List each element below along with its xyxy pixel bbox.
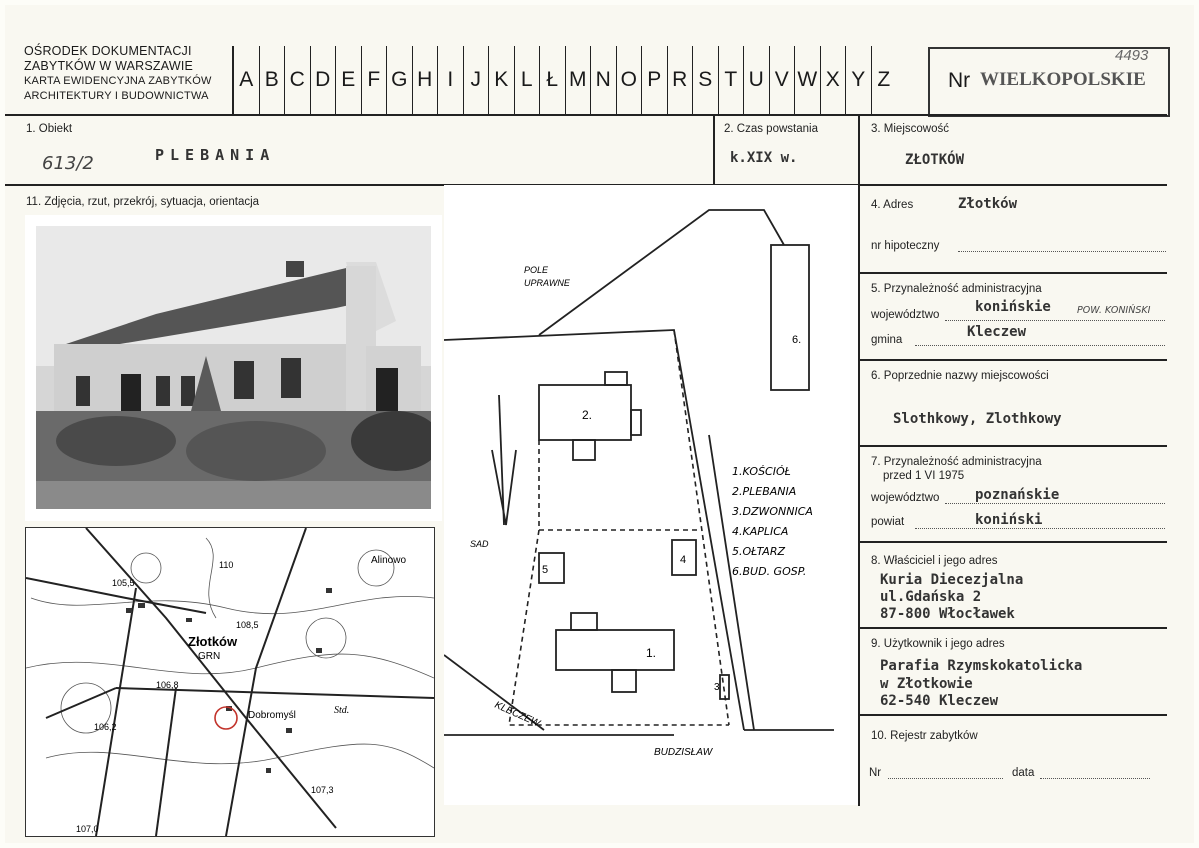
map-height: 105,5 — [112, 578, 135, 588]
hipoteczny-label: nr hipoteczny — [871, 240, 940, 252]
nr-box — [928, 47, 1170, 117]
uzytkownik-line-2: w Złotkowie — [880, 676, 973, 692]
index-letter: D — [310, 46, 336, 114]
hipoteczny-line — [958, 251, 1166, 252]
map-height: 106,2 — [94, 722, 117, 732]
woj-label: województwo — [871, 309, 940, 321]
index-letter: U — [743, 46, 769, 114]
index-letter: T — [718, 46, 744, 114]
map-town: Złotków — [188, 634, 238, 649]
index-letter: S — [692, 46, 718, 114]
divider — [858, 272, 1167, 274]
divider — [858, 627, 1167, 629]
gmina-value: Kleczew — [967, 324, 1027, 340]
photo-frame — [25, 215, 442, 521]
woj75-line — [945, 503, 1165, 504]
index-letter: Z — [871, 46, 897, 114]
map-alinowo: Alinowo — [371, 555, 407, 566]
legend-item: 3.DZWONNICA — [732, 505, 813, 518]
nr-label: Nr — [948, 69, 971, 92]
nr-number: 4493 — [1115, 47, 1149, 64]
powiat-line — [915, 528, 1165, 529]
zdjecia-label: 11. Zdjęcia, rzut, przekrój, sytuacja, orientacja — [26, 196, 260, 208]
przyn75-label: 7. Przynależność administracyjna — [871, 456, 1042, 468]
woj75-value: poznańskie — [975, 487, 1060, 503]
index-letter: V — [769, 46, 795, 114]
divider — [858, 114, 860, 806]
plan-uprawne: UPRAWNE — [524, 278, 570, 288]
index-letter: E — [335, 46, 361, 114]
legend-item: 4.KAPLICA — [732, 525, 789, 538]
woj-note: POW. KONIŃSKI — [1077, 305, 1151, 316]
plan-num-6: 6. — [792, 334, 802, 346]
legend-item: 6.BUD. GOSP. — [732, 565, 807, 578]
wlasciciel-label: 8. Właściciel i jego adres — [871, 555, 998, 567]
institution-header: OŚRODEK DOKUMENTACJI ZABYTKÓW W WARSZAWIE KARTA EWIDENCYJNA ZABYTKÓW ARCHITEKTURY I BUDOWNICTWA — [24, 44, 212, 102]
adres-label: 4. Adres — [871, 199, 914, 211]
divider — [713, 114, 715, 185]
przyn75-sublabel: przed 1 VI 1975 — [883, 470, 965, 482]
miejscowosc-label: 3. Miejscowość — [871, 123, 949, 135]
index-letter: M — [565, 46, 591, 114]
index-letter: J — [463, 46, 489, 114]
legend-item: 2.PLEBANIA — [732, 485, 797, 498]
gmina-line — [915, 345, 1165, 346]
site-plan — [444, 185, 858, 805]
map-height: 107,0 — [76, 824, 99, 834]
obiekt-label: 1. Obiekt — [26, 123, 73, 135]
index-letter: F — [361, 46, 387, 114]
obiekt-note: 613/2 — [42, 153, 94, 174]
plan-num-4: 4 — [680, 554, 687, 566]
map-std: Std. — [334, 705, 350, 716]
index-letter: B — [259, 46, 285, 114]
rejestr-nr-line — [888, 778, 1003, 779]
divider — [858, 359, 1167, 361]
map-height: 108,5 — [236, 620, 259, 630]
index-letter: K — [488, 46, 514, 114]
nr-value: WIELKOPOLSKIE — [980, 69, 1146, 90]
wlasciciel-line-3: 87-800 Włocławek — [880, 606, 1015, 622]
index-letter: N — [590, 46, 616, 114]
woj75-label: województwo — [871, 492, 940, 504]
plan-num-1: 1. — [646, 646, 657, 660]
divider — [858, 541, 1167, 543]
building-photo — [36, 226, 431, 509]
index-letter: Y — [845, 46, 871, 114]
woj-line — [945, 320, 1165, 321]
rejestr-nr-label: Nr — [869, 767, 882, 779]
plan-kleczew: KLECZEW — [492, 699, 542, 730]
czas-value: k.XIX w. — [730, 150, 798, 166]
woj-value: konińskie — [975, 299, 1051, 315]
rejestr-data-label: data — [1012, 767, 1035, 779]
uzytkownik-label: 9. Użytkownik i jego adres — [871, 638, 1005, 650]
plan-num-3: 3 — [714, 682, 720, 693]
gmina-label: gmina — [871, 334, 903, 346]
divider — [858, 445, 1167, 447]
index-letter: G — [386, 46, 412, 114]
adres-value: Złotków — [958, 196, 1018, 212]
przyn-label: 5. Przynależność administracyjna — [871, 283, 1042, 295]
index-letter: O — [616, 46, 642, 114]
wlasciciel-line-1: Kuria Diecezjalna — [880, 572, 1024, 588]
map-height: 107,3 — [311, 785, 334, 795]
rejestr-data-line — [1040, 778, 1150, 779]
index-letter: P — [641, 46, 667, 114]
index-letter: A — [232, 46, 259, 114]
legend-item: 5.OŁTARZ — [732, 545, 786, 558]
divider — [5, 114, 1167, 116]
miejscowosc-value: ZŁOTKÓW — [905, 152, 965, 168]
legend-item: 1.KOŚCIÓŁ — [732, 465, 791, 478]
obiekt-value: PLEBANIA — [155, 146, 276, 164]
map-height: 110 — [219, 560, 234, 570]
plan-num-5: 5 — [542, 564, 549, 576]
plan-budzislaw: BUDZISŁAW — [654, 747, 713, 758]
plan-pole: POLE — [524, 265, 549, 275]
plan-num-2: 2. — [582, 408, 593, 422]
powiat-value: koniński — [975, 512, 1043, 528]
index-letter: L — [514, 46, 540, 114]
index-letter: W — [794, 46, 820, 114]
index-letter: H — [412, 46, 438, 114]
map-grn: GRN — [198, 651, 221, 662]
wlasciciel-line-2: ul.Gdańska 2 — [880, 589, 982, 605]
uzytkownik-line-3: 62-540 Kleczew — [880, 693, 999, 709]
alphabet-index — [232, 46, 896, 114]
index-letter: R — [667, 46, 693, 114]
index-letter: X — [820, 46, 846, 114]
czas-label: 2. Czas powstania — [724, 123, 818, 135]
map-height: 106,8 — [156, 680, 179, 690]
index-letter: Ł — [539, 46, 565, 114]
uzytkownik-line-1: Parafia Rzymskokatolicka — [880, 658, 1083, 674]
rejestr-label: 10. Rejestr zabytków — [871, 730, 978, 742]
divider — [858, 714, 1167, 716]
poprz-value: Slothkowy, Zlothkowy — [893, 411, 1062, 427]
index-letter: C — [284, 46, 310, 114]
powiat-label: powiat — [871, 516, 905, 528]
topographic-map — [25, 527, 435, 837]
index-letter: I — [437, 46, 463, 114]
plan-sad: SAD — [470, 539, 489, 549]
poprz-label: 6. Poprzednie nazwy miejscowości — [871, 370, 1049, 382]
map-dobromysl: Dobromyśl — [248, 710, 296, 721]
